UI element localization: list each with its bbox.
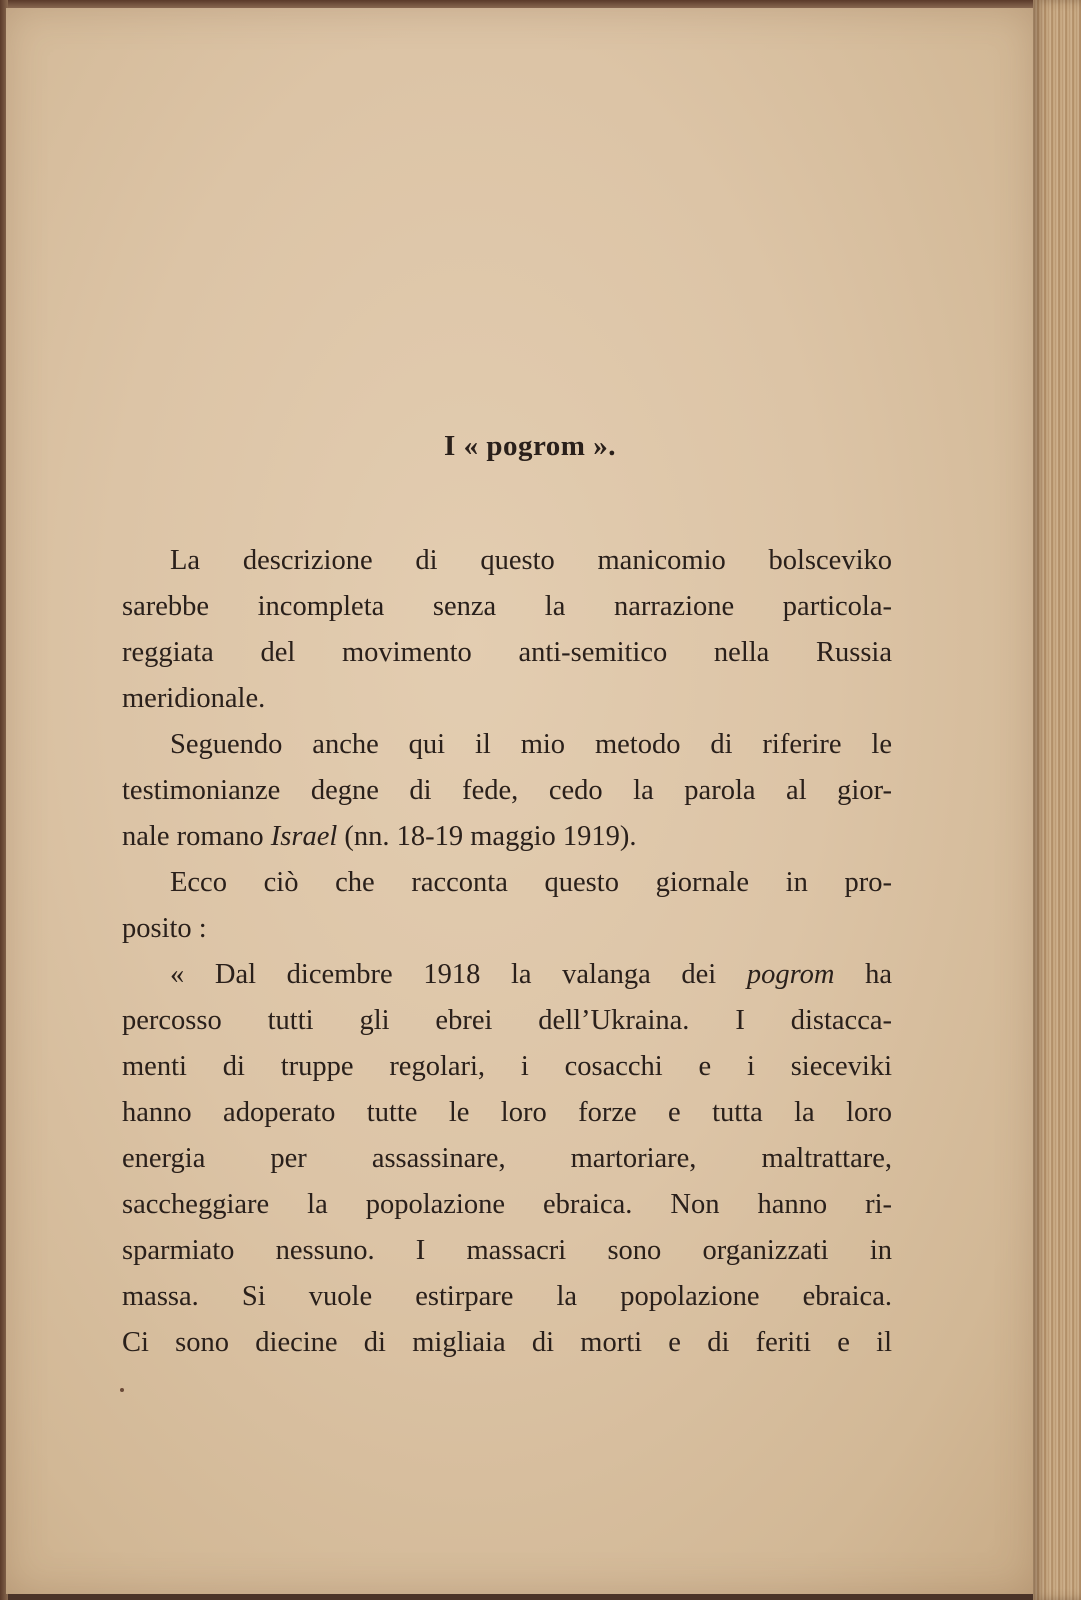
text-run: « Dal dicembre 1918 la valanga dei: [170, 959, 747, 990]
text-line: Ci sono diecine di migliaia di morti e di feriti e il: [122, 1327, 892, 1358]
text-line: [122, 820, 637, 854]
text-line: hanno adoperato tutte le loro forze e tutta la loro: [122, 1097, 892, 1128]
text-run: ha: [834, 959, 892, 990]
text-line: meridionale.: [122, 683, 266, 714]
text-line: posito :: [122, 913, 207, 944]
text-line: menti di truppe regolari, i cosacchi e i sieceviki: [122, 1051, 892, 1082]
italic-term: pogrom: [746, 959, 835, 990]
ink-speck: [120, 1388, 124, 1392]
text-line: sparmiato nessuno. I massacri sono organizzati in: [122, 1235, 892, 1266]
chapter-heading: I « pogrom ».: [444, 430, 616, 462]
text-run: nale romano: [122, 821, 271, 852]
text-line: energia per assassinare, martoriare, maltrattare,: [122, 1143, 892, 1174]
text-line: testimonianze degne di fede, cedo la parola al gior-: [122, 775, 892, 806]
book-page-edges: [1033, 0, 1081, 1600]
text-line: saccheggiare la popolazione ebraica. Non hanno ri-: [122, 1189, 892, 1220]
text-line: Ecco ciò che racconta questo giornale in pro-: [170, 867, 892, 898]
text-line: Seguendo anche qui il mio metodo di riferire le: [170, 729, 892, 760]
text-line: sarebbe incompleta senza la narrazione particola-: [122, 591, 892, 622]
text-run: (nn. 18-19 maggio 1919).: [337, 821, 637, 852]
text-line: massa. Si vuole estirpare la popolazione ebraica.: [122, 1281, 892, 1312]
text-line: [170, 958, 892, 992]
text-line: La descrizione di questo manicomio bolsceviko: [170, 545, 892, 576]
text-line: reggiata del movimento anti-semitico nella Russia: [122, 637, 892, 668]
italic-title: Israel: [270, 821, 338, 852]
text-line: percosso tutti gli ebrei dell’Ukraina. I distacca-: [122, 1005, 892, 1036]
